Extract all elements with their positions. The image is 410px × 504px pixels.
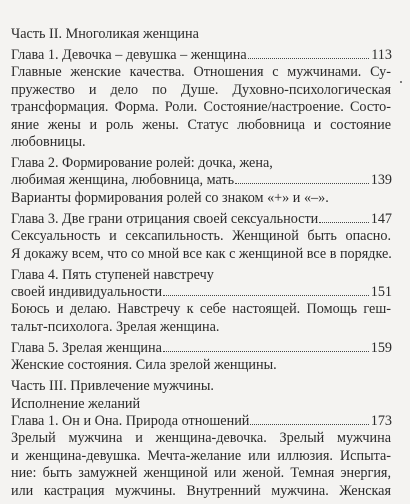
dot-leader: [250, 423, 368, 425]
page-number: 113: [371, 47, 392, 63]
chapter-title: Глава 1. Девочка – девушка – женщина: [11, 47, 247, 63]
dot-leader: [235, 182, 369, 184]
dot-leader: [319, 221, 368, 223]
chapter-title: Глава 1. Он и Она. Природа отношений: [11, 413, 250, 429]
chapter-description-line: Женские состояния. Сила зрелой женщины.: [11, 357, 277, 374]
chapter-description-line: или кастрация мужчины. Внутренний мужчина. Женская: [11, 482, 391, 499]
chapter-description-line: трансформация. Форма. Роли. Состояние/настроение. Состо-: [11, 99, 391, 116]
chapter-description-line: яние жены и роль жены. Статус любовница и состояние: [11, 116, 391, 133]
chapter-description-line: любовницы.: [11, 134, 86, 150]
chapter-description-line: Варианты формирования ролей со знаком «+» и «–».: [11, 189, 329, 206]
toc-entry-chapter-4: [11, 284, 392, 301]
chapter-description-line: и женщина-девушка. Мечта-желание или иллюзия. Испыта-: [11, 447, 391, 464]
paper-speck: [400, 81, 402, 83]
toc-entry-part3-chapter-1: [11, 413, 392, 430]
dot-leader: [163, 294, 369, 296]
toc-entry-chapter-3: [11, 211, 392, 228]
toc-entry-chapter-2: [11, 172, 392, 189]
page-number: 147: [370, 210, 392, 227]
part-heading-continued: Исполнение желаний: [11, 395, 141, 412]
chapter-title: Глава 5. Зрелая женщина: [11, 339, 162, 356]
part-heading: Часть II. Многоликая женщина: [11, 26, 199, 42]
chapter-description-line: Главные женские качества. Отношения с мужчинами. Су-: [11, 64, 391, 81]
toc-entry-chapter-5: [11, 340, 392, 357]
toc-entry-chapter-1: [11, 47, 392, 64]
chapter-title: Глава 3. Две грани отрицания своей сексуальности: [11, 210, 319, 227]
chapter-description-line: тальт-психолога. Зрелая женщина.: [11, 318, 220, 335]
chapter-description-line: Сексуальность и сексапильность. Женщиной быть опасно.: [11, 228, 391, 245]
chapter-title-continued: своей индивидуальности: [11, 284, 163, 300]
dot-leader: [163, 350, 369, 352]
chapter-title: Глава 4. Пять ступеней навстречу: [11, 266, 214, 283]
chapter-description-line: Боюсь и делаю. Навстречу к себе настоящей. Помощь геш-: [11, 301, 391, 318]
dot-leader: [248, 57, 370, 59]
chapter-title: Глава 2. Формирование ролей: дочка, жена,: [11, 155, 273, 171]
page-number: 159: [370, 339, 392, 356]
page-number: 151: [370, 284, 392, 300]
page-number: 139: [370, 172, 392, 189]
chapter-description-line: ние: быть замужней женщиной или женой. Темная энергия,: [11, 465, 391, 482]
chapter-description-line: пружество и дело по Душе. Духовно-психологическая: [11, 81, 391, 98]
chapter-title-continued: любимая женщина, любовница, мать: [11, 172, 235, 189]
chapter-description-line: Я докажу всем, что со мной все как с женщиной все в порядке.: [11, 245, 392, 262]
chapter-description-line: Зрелый мужчина и женщина-девочка. Зрелый мужчина: [11, 430, 391, 447]
page-number: 173: [370, 413, 392, 429]
part-heading: Часть III. Привлечение мужчины.: [11, 378, 214, 395]
